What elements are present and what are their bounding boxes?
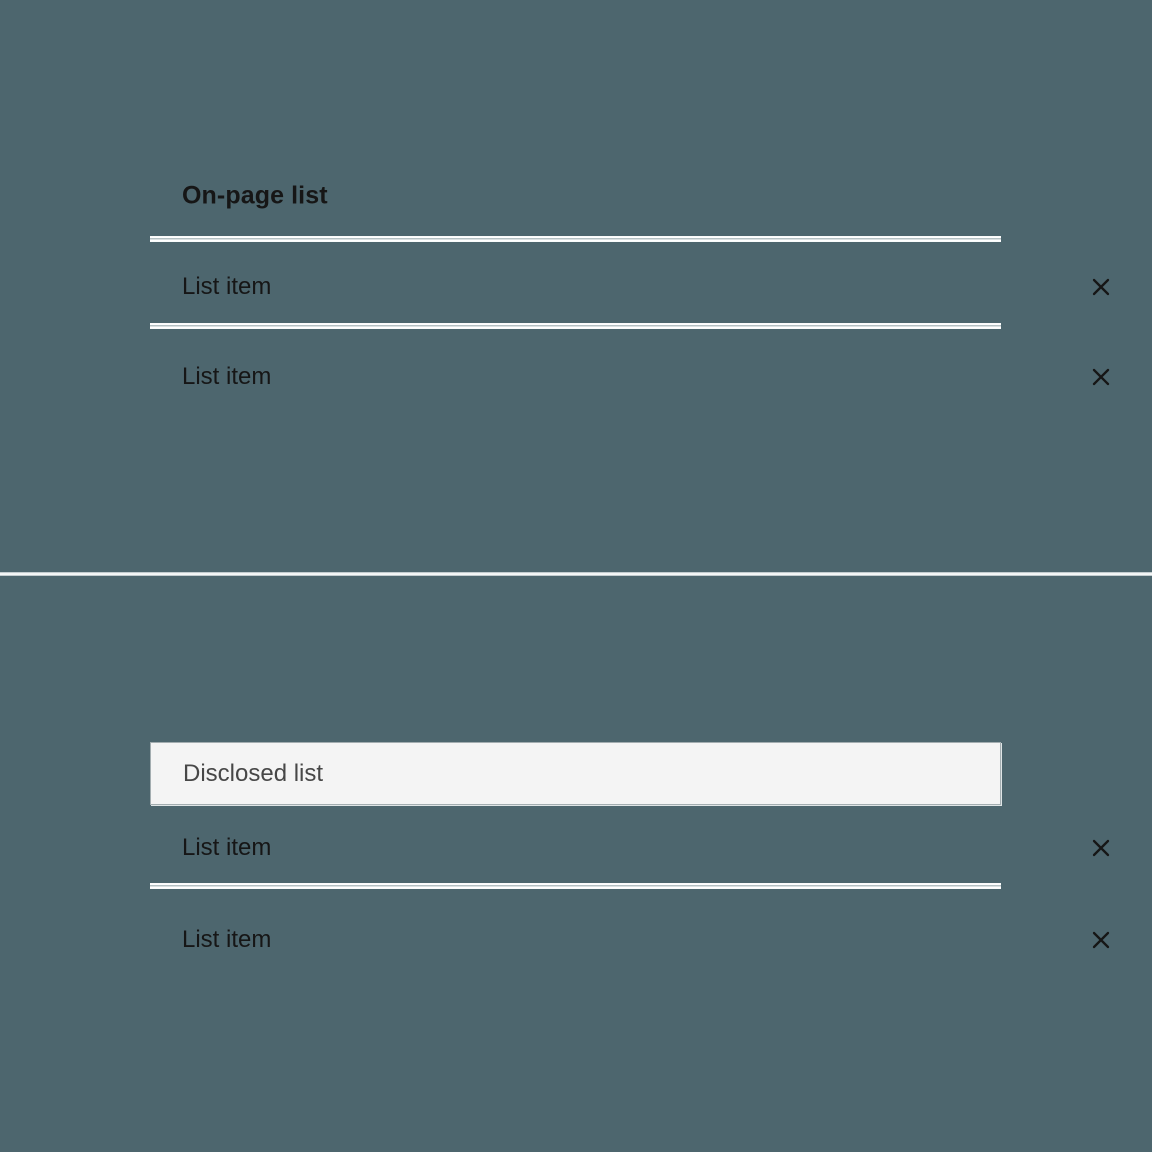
divider (150, 236, 1001, 242)
disclosed-list-header[interactable] (150, 742, 1001, 805)
list-item-label: List item (182, 926, 272, 953)
list-item-label: List item (182, 273, 272, 300)
close-icon (1091, 367, 1111, 387)
on-page-list-title: On-page list (182, 181, 328, 210)
remove-item-button[interactable] (1088, 274, 1114, 300)
close-icon (1091, 277, 1111, 297)
disclosed-list-header-label: Disclosed list (183, 759, 324, 787)
list-item-label: List item (182, 834, 272, 861)
remove-item-button[interactable] (1088, 927, 1114, 953)
remove-item-button[interactable] (1088, 835, 1114, 861)
divider (150, 323, 1001, 329)
divider (150, 883, 1001, 889)
list-item-label: List item (182, 363, 272, 390)
close-icon (1091, 930, 1111, 950)
page-divider (0, 572, 1152, 576)
close-icon (1091, 838, 1111, 858)
remove-item-button[interactable] (1088, 364, 1114, 390)
